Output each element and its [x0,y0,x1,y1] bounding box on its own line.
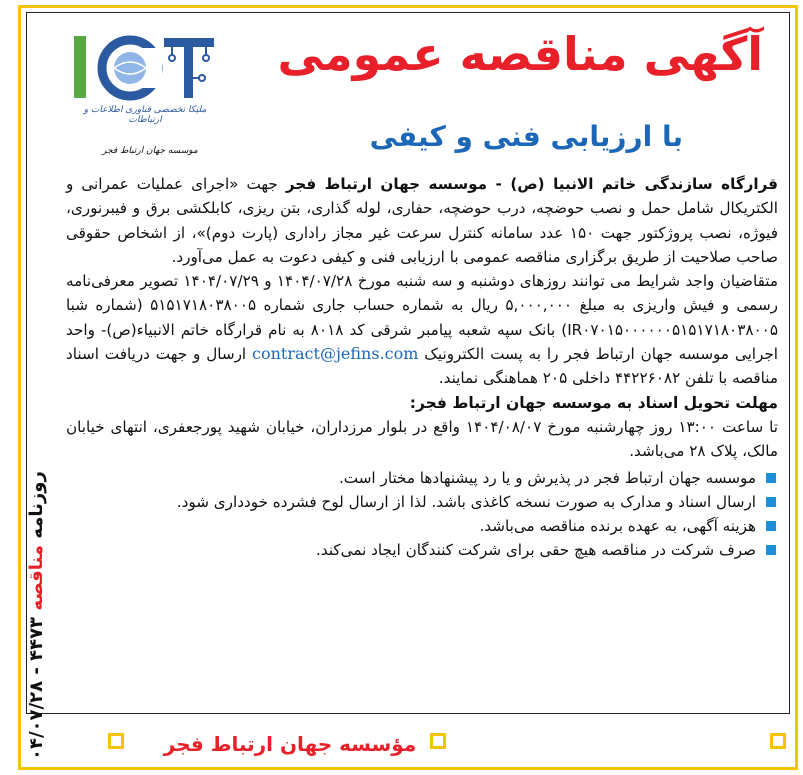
side-brand: مناقصه [26,544,47,611]
ict-logo-icon [60,28,220,108]
list-item [66,538,778,562]
bullet-square-icon [766,497,776,507]
list-item-text: ارسال اسناد و مدارک به صورت نسخه کاغذی باشد. لذا از ارسال لوح فشرده خودداری شود. [176,492,756,511]
list-item-text: موسسه جهان ارتباط فجر در پذیرش و یا رد پیشنهادها مختار است. [338,468,756,487]
newspaper-side-label [26,471,47,760]
side-prefix: روزنامه [26,471,47,539]
list-item-text: صرف شرکت در مناقصه هیچ حقی برای شرکت کنندگان ایجاد نمی‌کند. [316,541,756,560]
contact-email-link[interactable]: contract@jefins.com [252,344,419,364]
deadline-heading: مهلت تحویل اسناد به موسسه جهان ارتباط فجر: [409,393,778,412]
intro-bold: قرارگاه سازندگی خاتم الانبیا (ص) - موسسه جهان ارتباط فجر [285,175,778,193]
logo-org-name: موسسه جهان ارتباط فجر [102,146,198,156]
logo-tagline: ملیکا تخصصی فناوری اطلاعات و ارتباطات [83,105,207,125]
list-item [66,490,778,514]
list-item [66,514,778,538]
ict-logo [60,28,220,163]
bullet-square-icon [766,473,776,483]
bullet-square-icon [766,545,776,555]
side-suffix: ۴۴۷۳ - ۰۴/۰۷/۲۸ [26,610,47,760]
corner-square [770,733,786,749]
paragraph-conditions [66,269,778,390]
list-item-text: هزینه آگهی، به عهده برنده مناقصه می‌باشد. [479,517,756,536]
conditions-part-b: ارسال و جهت دریافت اسناد مناقصه با تلفن ۴۴۲۲۶۰۸۲ داخلی ۲۰۵ هماهنگی نمایند. [66,345,778,388]
notice-subtitle: با ارزیابی فنی و کیفی [369,120,683,153]
list-item [66,466,778,490]
notice-title: آگهی مناقصه عمومی [277,27,763,81]
footer-org-name: مؤسسه جهان ارتباط فجر [163,732,417,756]
corner-square [108,733,124,749]
notice-body [66,172,778,563]
corner-square [430,733,446,749]
paragraph-intro [66,172,778,269]
intro-rest: جهت «اجرای عملیات عمرانی و الکتریکال شامل حمل و نصب حوضچه، درب حوضچه، حفاری، لوله گذاری، بتن ریزی، کابلکشی برق و فیبرنوری، فیوژه، نصب پروژکتور جهت ۱۵۰ عدد سامانه کنترل سرعت غیر مجاز راداری (پارت دوم)»، از اشخاص حقوقی صاحب صلاحیت از طریق برگزاری مناقصه عمومی با ارزیابی فنی و کیفی دعوت به عمل می‌آورد. [66,175,779,266]
bullet-square-icon [766,521,776,531]
deadline-text: تا ساعت ۱۳:۰۰ روز چهارشنبه مورخ ۱۴۰۴/۰۸/۰۷ واقع در بلوار مرزداران، خیابان شهید پورجعفری، انتهای خیابان مالک، پلاک ۲۸ می‌باشد. [66,417,779,461]
conditions-part-a: متقاضیان واجد شرایط می توانند روزهای دوشنبه و سه شنبه مورخ ۱۴۰۴/۰۷/۲۸ و ۱۴۰۴/۰۷/۲۹ تصویر معرفی‌نامه رسمی و فیش واریزی به مبلغ ۵,۰۰۰,۰۰۰ ریال به شماره حساب جاری شماره ۵۱۵۱۷۱۸۰۳۸۰۰۵ (شماره شبا IR۰۷۰۱۵۰۰۰۰۰۰۵۱۵۱۷۱۸۰۳۸۰۰۵) بانک سپه شعبه پیامبر شرقی کد ۸۰۱۸ به نام قرارگاه خاتم الانبیاء(ص)- واحد اجرایی موسسه جهان ارتباط فجر را به پست الکترونیک [66,272,779,364]
notes-list [66,466,778,563]
